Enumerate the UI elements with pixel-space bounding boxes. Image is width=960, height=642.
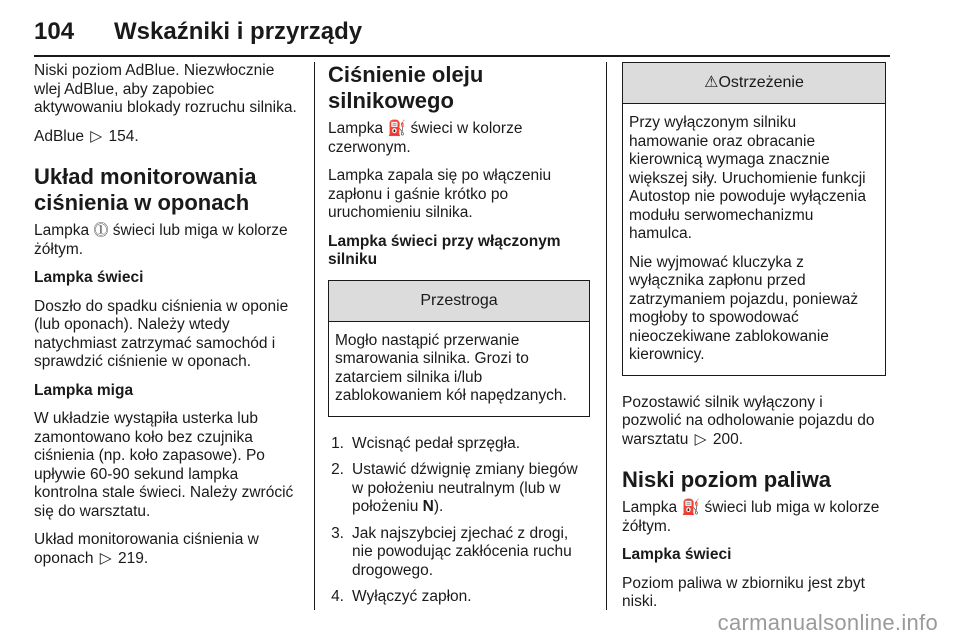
page-number: 104: [34, 18, 75, 45]
heading-oil-pressure: Ciśnienie oleju silnikowego: [328, 62, 484, 113]
caution-text: Mogło nastąpić przerwanie smarowania silnika. Grozi to zatarciem silnika i/lub zablokowaniem kół napędzanych.: [335, 331, 567, 404]
adblue-reference: AdBlue ▷ 154.: [34, 127, 139, 145]
warning-text-1: Przy wyłączonym silniku hamowanie oraz obracanie kierownicą wymaga znacznie większej siły. Uruchomienie funkcji Autostop nie powoduje wyłączenia modułu serwomechanizmu hamulca.: [629, 114, 866, 242]
warning-box: [622, 62, 886, 376]
page-link-219[interactable]: 219.: [118, 549, 149, 567]
lamp-flashing-paragraph: W układzie wystąpiła usterka lub zamontowano koło bez czujnika ciśnienia (np. koło zapasowe). Po upływie 60-90 sekund lampka kontrolna stale świeci. Należy zwrócić się do warsztatu.: [34, 410, 294, 520]
warning-title: ⚠Ostrzeżenie: [623, 63, 885, 104]
oil-lamp-paragraph-2: Lampka zapala się po włączeniu zapłonu i gaśnie krótko po uruchomieniu silnika.: [328, 167, 552, 221]
caution-title: Przestroga: [329, 281, 589, 322]
steps-list: [328, 435, 590, 607]
tire-pressure-icon: ⓵: [93, 222, 109, 239]
heading-fuel-lamp-on: Lampka świeci: [622, 546, 732, 563]
column-2: [328, 62, 590, 617]
header-rule: [34, 55, 890, 57]
page-link-200[interactable]: 200.: [712, 430, 744, 448]
towing-paragraph: Pozostawić silnik wyłączony i pozwolić na odholowanie pojazdu do warsztatu ▷ 200.: [622, 393, 875, 448]
watermark: carmanualsonline.info: [717, 610, 938, 635]
heading-low-fuel: Niski poziom paliwa: [622, 467, 832, 492]
heading-lamp-flashing: Lampka miga: [34, 381, 134, 399]
list-item: 3. Jak najszybciej zjechać z drogi, nie powodując zakłócenia ruchu drogowego.: [331, 524, 572, 579]
tpms-reference: Układ monitorowania ciśnienia w oponach ▷ 219.: [34, 531, 259, 567]
list-item: 4. Wyłączyć zapłon.: [331, 588, 472, 605]
lamp-on-paragraph: Doszło do spadku ciśnienia w oponie (lub oponach). Należy wtedy natychmiast zatrzymać samochód i sprawdzić ciśnienie w oponach.: [34, 297, 289, 370]
tpms-lamp-paragraph: Lampka ⓵ świeci lub miga w kolorze żółtym.: [34, 222, 288, 258]
column-3: [622, 62, 886, 622]
heading-lamp-on: Lampka świeci: [34, 269, 144, 286]
column-1: [34, 62, 302, 578]
page-header: [34, 0, 934, 58]
reference-arrow-icon: ▷: [99, 549, 112, 567]
column-divider: [314, 62, 315, 610]
oil-lamp-paragraph: Lampka ⛽ świeci w kolorze czerwonym.: [328, 120, 523, 156]
heading-lamp-engine-running: Lampka świeci przy włączonym silniku: [328, 232, 561, 268]
reference-arrow-icon: ▷: [694, 430, 707, 448]
column-divider: [606, 62, 607, 610]
warning-text-2: Nie wyjmować kluczyka z wyłącznika zapłonu przed zatrzymaniem pojazdu, ponieważ mogłoby to spowodować nieoczekiwane zablokowanie kierownicy.: [629, 253, 859, 363]
caution-box: [328, 280, 590, 417]
oil-can-icon: ⛽: [387, 120, 407, 137]
fuel-lamp-on-paragraph: Poziom paliwa w zbiorniku jest zbyt niski.: [622, 574, 865, 610]
fuel-pump-icon: ⛽: [681, 499, 701, 516]
reference-arrow-icon: ▷: [90, 127, 103, 145]
page-link-154[interactable]: 154.: [108, 127, 139, 145]
page-title: Wskaźniki i przyrządy: [114, 18, 363, 45]
list-item: 2. Ustawić dźwignię zmiany biegów w położeniu neutralnym (lub w położeniu N).: [331, 461, 578, 515]
heading-tpms: Układ monitorowania ciśnienia w oponach: [34, 164, 257, 215]
fuel-lamp-paragraph: Lampka ⛽ świeci lub miga w kolorze żółtym.: [622, 499, 880, 535]
warning-triangle-icon: ⚠: [704, 74, 719, 91]
list-item: 1. Wcisnąć pedał sprzęgła.: [331, 434, 520, 452]
adblue-paragraph: Niski poziom AdBlue. Niezwłocznie wlej AdBlue, aby zapobiec aktywowaniu blokady rozruchu silnika.: [34, 62, 297, 116]
